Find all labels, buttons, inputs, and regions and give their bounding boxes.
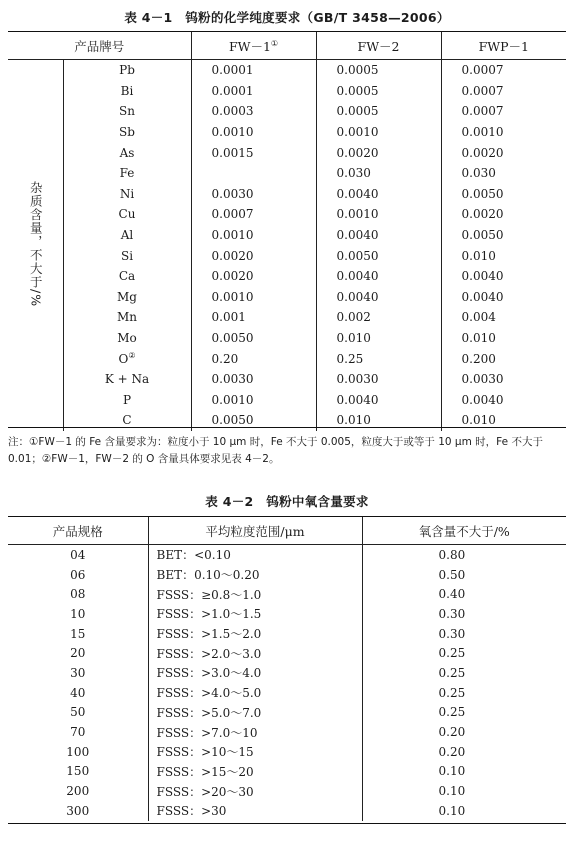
element-symbol: Mn — [117, 310, 138, 325]
value-cell: 0.0003 — [191, 101, 316, 122]
element-symbol: O — [118, 351, 129, 366]
value-cell: 0.0050 — [316, 245, 441, 266]
element-cell — [63, 369, 191, 390]
particle-size-cell: FSSS：>2.0～3.0 — [148, 643, 362, 663]
value-cell: 0.0010 — [191, 390, 316, 411]
spec-cell: 300 — [66, 803, 90, 818]
value-cell: 0.0020 — [441, 204, 566, 225]
element-cell — [63, 266, 191, 287]
element-cell — [63, 287, 191, 308]
element-cell — [63, 348, 191, 369]
value-cell: 0.0001 — [191, 60, 316, 81]
element-symbol: Ca — [118, 269, 136, 284]
table-row — [8, 663, 566, 683]
table-row — [8, 348, 566, 369]
header-fwp1: FWP－1 — [441, 32, 566, 60]
table1-header-row — [8, 32, 566, 60]
value-cell: 0.0040 — [316, 266, 441, 287]
footnote-mark: ① — [270, 38, 279, 48]
value-cell: 0.0020 — [316, 142, 441, 163]
value-cell: 0.20 — [191, 348, 316, 369]
value-cell: 0.010 — [441, 410, 566, 431]
table-row — [8, 142, 566, 163]
element-cell — [63, 390, 191, 411]
value-cell: 0.0007 — [441, 101, 566, 122]
table-row — [8, 624, 566, 644]
purity-table — [8, 32, 566, 431]
particle-size-cell: FSSS：≥0.8～1.0 — [148, 584, 362, 604]
spec-cell: 40 — [70, 685, 86, 700]
value-cell: 0.0020 — [191, 245, 316, 266]
oxygen-cell: 0.50 — [362, 565, 566, 585]
element-symbol: Ni — [119, 186, 135, 201]
oxygen-cell: 0.20 — [362, 722, 566, 742]
element-symbol: Si — [120, 248, 134, 263]
oxygen-cell: 0.30 — [362, 624, 566, 644]
particle-size-cell: FSSS：>3.0～4.0 — [148, 663, 362, 683]
value-cell: 0.0040 — [441, 266, 566, 287]
value-cell: 0.0050 — [191, 410, 316, 431]
table2-bottom-rule — [8, 823, 566, 824]
table-row — [8, 225, 566, 246]
table1-title: 表 4－1 钨粉的化学纯度要求（GB/T 3458—2006） — [124, 10, 450, 25]
value-cell: 0.0007 — [191, 204, 316, 225]
value-cell: 0.010 — [316, 410, 441, 431]
table-row — [8, 762, 566, 782]
value-cell: 0.0030 — [191, 184, 316, 205]
spec-cell: 20 — [70, 646, 86, 661]
particle-size-cell: FSSS：>15～20 — [148, 762, 362, 782]
value-cell: 0.030 — [441, 163, 566, 184]
table-row — [8, 781, 566, 801]
header-spec: 产品规格 — [8, 517, 148, 545]
value-cell: 0.010 — [441, 245, 566, 266]
particle-size-cell: FSSS：>5.0～7.0 — [148, 703, 362, 723]
value-cell: 0.0007 — [441, 60, 566, 81]
header-fw2: FW－2 — [316, 32, 441, 60]
value-cell: 0.0040 — [316, 225, 441, 246]
table-row — [8, 703, 566, 723]
header-product-grade: 产品牌号 — [8, 32, 191, 60]
value-cell: 0.0005 — [316, 60, 441, 81]
value-cell: 0.0050 — [441, 225, 566, 246]
particle-size-cell: BET：0.10～0.20 — [148, 565, 362, 585]
spec-cell: 150 — [66, 764, 90, 779]
header-particle-size: 平均粒度范围/μm — [148, 517, 362, 545]
element-symbol: Sn — [119, 104, 135, 119]
element-cell — [63, 225, 191, 246]
value-cell: 0.0005 — [316, 81, 441, 102]
spec-cell: 30 — [70, 665, 86, 680]
element-cell — [63, 101, 191, 122]
table-row — [8, 204, 566, 225]
value-cell: 0.0040 — [316, 390, 441, 411]
particle-size-cell: FSSS：>4.0～5.0 — [148, 683, 362, 703]
oxygen-cell: 0.10 — [362, 762, 566, 782]
table-row — [8, 101, 566, 122]
oxygen-cell: 0.25 — [362, 663, 566, 683]
header-fw1: FW－1① — [191, 32, 316, 60]
element-symbol: Bi — [120, 83, 134, 98]
value-cell: 0.0030 — [316, 369, 441, 390]
particle-size-cell: FSSS：>7.0～10 — [148, 722, 362, 742]
spec-cell: 04 — [70, 547, 86, 562]
element-cell — [63, 60, 191, 81]
value-cell: 0.0010 — [191, 287, 316, 308]
value-cell: 0.0010 — [316, 122, 441, 143]
oxygen-cell: 0.40 — [362, 584, 566, 604]
value-cell: 0.0040 — [441, 287, 566, 308]
oxygen-cell: 0.10 — [362, 801, 566, 821]
element-cell — [63, 245, 191, 266]
value-cell: 0.0050 — [441, 184, 566, 205]
spec-cell: 10 — [70, 606, 86, 621]
element-cell — [63, 328, 191, 349]
value-cell — [191, 163, 316, 184]
element-cell — [63, 204, 191, 225]
particle-size-cell: FSSS：>10～15 — [148, 742, 362, 762]
value-cell: 0.0040 — [441, 390, 566, 411]
table-row — [8, 287, 566, 308]
value-cell: 0.010 — [316, 328, 441, 349]
element-symbol: Cu — [118, 207, 136, 222]
oxygen-cell: 0.80 — [362, 545, 566, 565]
element-cell — [63, 307, 191, 328]
value-cell: 0.0010 — [441, 122, 566, 143]
table-row — [8, 722, 566, 742]
element-cell — [63, 81, 191, 102]
table1-body — [8, 60, 566, 431]
table-row — [8, 565, 566, 585]
table2-body — [8, 545, 566, 821]
oxygen-cell: 0.20 — [362, 742, 566, 762]
spec-cell: 15 — [70, 626, 86, 641]
table-row — [8, 369, 566, 390]
table-row — [8, 184, 566, 205]
table-row — [8, 245, 566, 266]
particle-size-cell: FSSS：>30 — [148, 801, 362, 821]
spec-cell: 50 — [70, 705, 86, 720]
table-row — [8, 122, 566, 143]
table1-footnote: 注：①FW－1 的 Fe 含量要求为：粒度小于 10 μm 时，Fe 不大于 0.005，粒度大于或等于 10 μm 时，Fe 不大于 0.01；②FW－1，FW－2 的 O 含量具体要求见表 4－2。 — [8, 436, 543, 465]
element-symbol: K + Na — [104, 372, 150, 387]
impurity-group-label-text: 杂质含量，不大于/% — [28, 180, 44, 307]
element-symbol: Fe — [119, 166, 135, 181]
oxygen-cell: 0.10 — [362, 781, 566, 801]
value-cell: 0.0015 — [191, 142, 316, 163]
value-cell: 0.030 — [316, 163, 441, 184]
value-cell: 0.0020 — [441, 142, 566, 163]
spec-cell: 70 — [70, 725, 86, 740]
table-row — [8, 545, 566, 565]
table-row — [8, 584, 566, 604]
particle-size-cell: FSSS：>1.0～1.5 — [148, 604, 362, 624]
value-cell: 0.200 — [441, 348, 566, 369]
oxygen-table — [8, 517, 566, 821]
element-cell — [63, 122, 191, 143]
table-row — [8, 81, 566, 102]
value-cell: 0.0005 — [316, 101, 441, 122]
table-row — [8, 801, 566, 821]
oxygen-cell: 0.25 — [362, 683, 566, 703]
table-row — [8, 683, 566, 703]
value-cell: 0.0050 — [191, 328, 316, 349]
element-cell — [63, 163, 191, 184]
value-cell: 0.0040 — [316, 184, 441, 205]
table-row — [8, 742, 566, 762]
element-symbol: P — [122, 392, 132, 407]
spec-cell: 06 — [70, 567, 86, 582]
value-cell: 0.0007 — [441, 81, 566, 102]
element-symbol: As — [119, 145, 135, 160]
spec-cell: 08 — [70, 587, 86, 602]
table2-header-row — [8, 517, 566, 545]
element-symbol: Mo — [117, 331, 137, 346]
element-cell — [63, 142, 191, 163]
table-row — [8, 307, 566, 328]
footnote-mark: ② — [128, 350, 136, 360]
value-cell: 0.0030 — [441, 369, 566, 390]
table1-bottom-rule — [8, 427, 566, 428]
particle-size-cell: BET：<0.10 — [148, 545, 362, 565]
value-cell: 0.0010 — [191, 225, 316, 246]
table-row — [8, 390, 566, 411]
table-row — [8, 163, 566, 184]
value-cell: 0.0001 — [191, 81, 316, 102]
table-row — [8, 604, 566, 624]
impurity-group-label — [8, 60, 63, 431]
value-cell: 0.0020 — [191, 266, 316, 287]
table-row — [8, 328, 566, 349]
element-symbol: Mg — [117, 289, 137, 304]
spec-cell: 100 — [66, 744, 90, 759]
table-row — [8, 643, 566, 663]
value-cell: 0.001 — [191, 307, 316, 328]
element-symbol: C — [122, 413, 132, 428]
element-cell — [63, 184, 191, 205]
table2-title: 表 4－2 钨粉中氧含量要求 — [205, 494, 369, 509]
spec-cell: 200 — [66, 784, 90, 799]
value-cell: 0.0040 — [316, 287, 441, 308]
value-cell: 0.010 — [441, 328, 566, 349]
value-cell: 0.004 — [441, 307, 566, 328]
table-row — [8, 266, 566, 287]
particle-size-cell: FSSS：>1.5～2.0 — [148, 624, 362, 644]
value-cell: 0.002 — [316, 307, 441, 328]
element-symbol: Sb — [119, 125, 135, 140]
oxygen-cell: 0.25 — [362, 703, 566, 723]
value-cell: 0.0010 — [316, 204, 441, 225]
element-symbol: Pb — [119, 63, 135, 78]
table-row — [8, 60, 566, 81]
oxygen-cell: 0.30 — [362, 604, 566, 624]
value-cell: 0.25 — [316, 348, 441, 369]
particle-size-cell: FSSS：>20～30 — [148, 781, 362, 801]
element-symbol: Al — [120, 228, 134, 243]
value-cell: 0.0030 — [191, 369, 316, 390]
oxygen-cell: 0.25 — [362, 643, 566, 663]
header-oxygen: 氧含量不大于/% — [362, 517, 566, 545]
value-cell: 0.0010 — [191, 122, 316, 143]
